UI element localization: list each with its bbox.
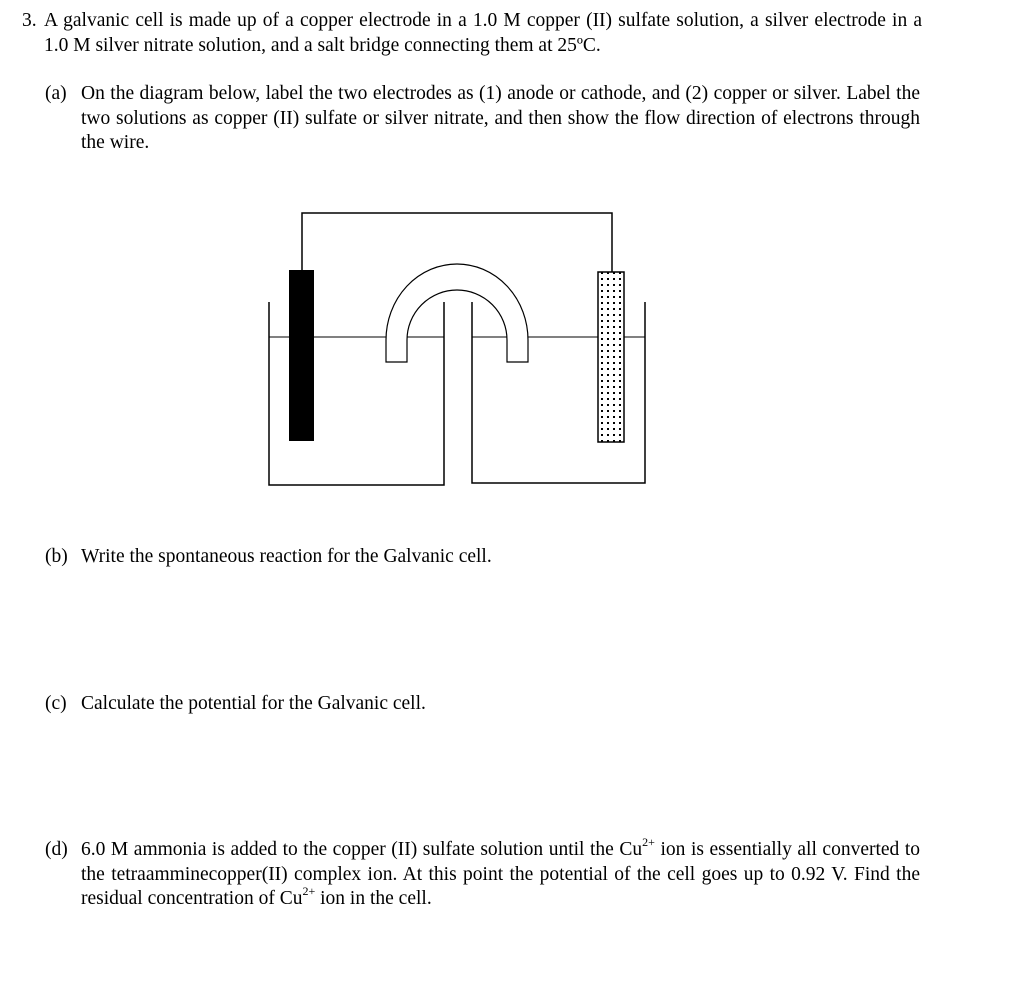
right-electrode[interactable] <box>598 272 624 442</box>
part-d <box>45 834 921 912</box>
part-c-text: Calculate the potential for the Galvanic cell. <box>81 693 426 714</box>
part-d-text-3: ion in the cell. <box>315 888 432 909</box>
part-c <box>45 692 920 717</box>
part-b-label: (b) <box>45 546 68 567</box>
left-electrode[interactable] <box>289 270 314 441</box>
wire[interactable] <box>302 213 612 272</box>
part-d-text-1: 6.0 M ammonia is added to the copper (II) sulfate solution until the Cu <box>81 839 643 860</box>
part-d-label: (d) <box>45 839 68 860</box>
part-d-text-2: ion is essentially all converted to the tetraamminecopper(II) complex ion. At this point the potential of the cell goes up to 0.92 V. Find the residual concentration of Cu <box>81 839 921 909</box>
part-b-text: Write the spontaneous reaction for the Galvanic cell. <box>81 546 492 567</box>
part-a-label: (a) <box>45 83 67 104</box>
question-number: 3. <box>22 10 37 31</box>
copper-ion-charge: 2+ <box>642 834 655 849</box>
part-d-text <box>81 834 921 912</box>
part-a-text: On the diagram below, label the two electrodes as (1) anode or cathode, and (2) copper or silver. Label the two solutions as copper (II) sulfate or silver nitrate, and then show the flow direction of electrons through the wire. <box>81 83 920 153</box>
copper-ion-charge-2: 2+ <box>302 883 316 898</box>
part-b <box>45 545 920 570</box>
salt-bridge <box>386 264 528 362</box>
part-c-label: (c) <box>45 693 67 714</box>
question-intro: A galvanic cell is made up of a copper electrode in a 1.0 M copper (II) sulfate solution, a silver electrode in a 1.0 M silver nitrate solution, and a salt bridge connecting them at 25ºC. <box>44 10 922 56</box>
